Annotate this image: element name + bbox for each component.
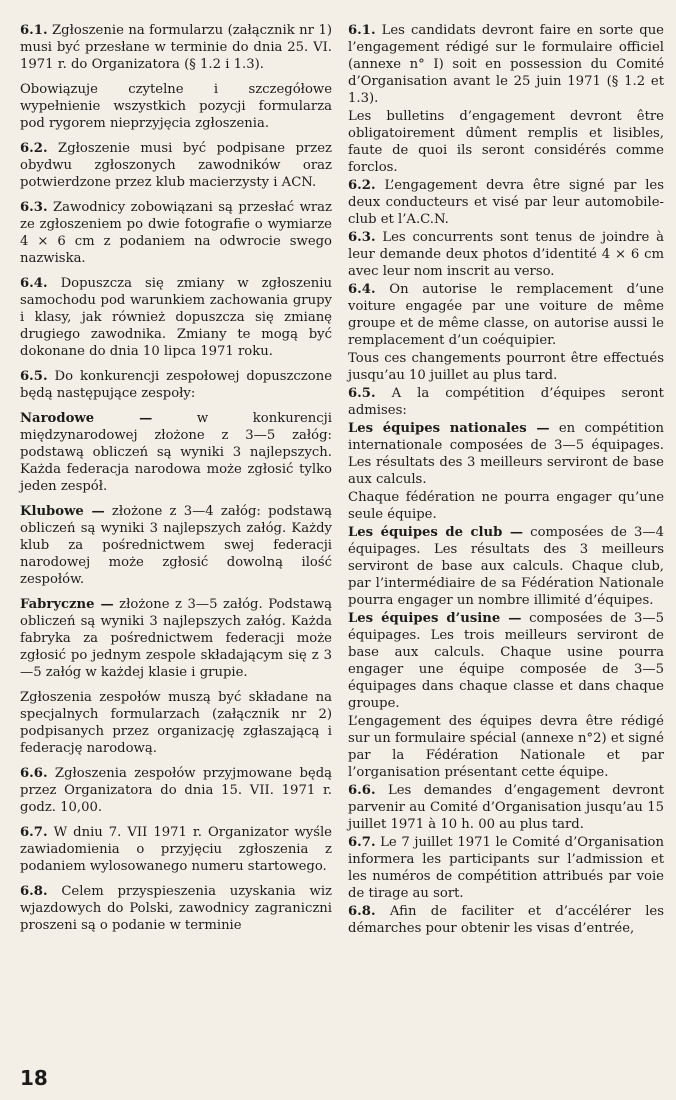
team-category-label: Les équipes d’usine — (348, 611, 522, 626)
polish-paragraph (20, 199, 332, 267)
french-column (348, 22, 664, 938)
french-paragraph (348, 108, 664, 176)
polish-paragraph (20, 883, 332, 934)
team-category-label: Les équipes nationales — (348, 421, 550, 436)
polish-column (20, 22, 332, 942)
polish-paragraph (20, 689, 332, 757)
paragraph-text: Afin de faciliter et d’accélérer les démarches pour obtenir les visas d’entrée, (348, 904, 664, 936)
polish-paragraph (20, 275, 332, 360)
paragraph-text: A la compétition d’équipes seront admises: (348, 386, 664, 418)
paragraph-text: Zgłoszenie na formularzu (załącznik nr 1) musi być przesłane w terminie do dnia 25. VI. 1971 r. do Organizatora (§ 1.2 i 1.3). (20, 23, 332, 72)
paragraph-text: composées de 3—4 équipages. Les résultats des 3 meilleurs serviront de base aux calculs. Chaque club, par l’intermédiaire de sa Fédération Nationale pourra engager un nombre illimité d’équipes. (348, 525, 664, 608)
paragraph-text: Les demandes d’engagement devront parvenir au Comité d’Organisation jusqu’au 15 juillet 1971 à 10 h. 00 au plus tard. (348, 783, 664, 832)
section-number: 6.8. (348, 904, 376, 919)
team-category-label: Klubowe — (20, 504, 105, 519)
paragraph-text: L’engagement des équipes devra être rédigé sur un formulaire spécial (annexe n°2) et signé par la Fédération Nationale et par l’organisation présentant cette équipe. (348, 714, 664, 780)
section-number: 6.6. (20, 766, 48, 781)
french-paragraph (348, 420, 664, 488)
french-paragraph (348, 524, 664, 609)
paragraph-text: L’engagement devra être signé par les deux conducteurs et visé par leur automobile-club et l’A.C.N. (348, 178, 664, 227)
polish-paragraph (20, 368, 332, 402)
polish-paragraph (20, 503, 332, 588)
paragraph-text: Zawodnicy zobowiązani są przesłać wraz ze zgłoszeniem po dwie fotografie o wymiarze 4 × 6 cm z podaniem na odwrocie swego nazwiska. (20, 200, 332, 266)
polish-paragraph (20, 22, 332, 73)
paragraph-text: Zgłoszenia zespołów muszą być składane na specjalnych formularzach (załącznik nr 2) podpisanych przez organizację zgłaszającą i federację narodową. (20, 690, 332, 756)
french-paragraph (348, 350, 664, 384)
section-number: 6.8. (20, 884, 48, 899)
french-paragraph (348, 229, 664, 280)
polish-paragraph (20, 596, 332, 681)
paragraph-text: On autorise le remplacement d’une voiture engagée par une voiture de même groupe et de même classe, on autorise aussi le remplacement d’un coéquipier. (348, 282, 664, 348)
paragraph-text: Dopuszcza się zmiany w zgłoszeniu samochodu pod warunkiem zachowania grupy i klasy, jak również dopuszcza się zmianę drugiego zawodnika. Zmiany te mogą być dokonane do dnia 10 lipca 1971 roku. (20, 276, 332, 359)
section-number: 6.2. (348, 178, 376, 193)
section-number: 6.4. (348, 282, 376, 297)
paragraph-text: złożone z 3—4 załóg: podstawą obliczeń są wyniki 3 najlepszych załóg. Każdy klub za pośrednictwem swej federacji narodowej może zgłosić dowolną ilość zespołów. (20, 504, 332, 587)
paragraph-text: Chaque fédération ne pourra engager qu’une seule équipe. (348, 490, 664, 522)
section-number: 6.6. (348, 783, 376, 798)
paragraph-text: Les bulletins d’engagement devront être obligatoirement dûment remplis et lisibles, faute de quoi ils seront considérés comme forclos. (348, 109, 664, 175)
paragraph-text: Obowiązuje czytelne i szczegółowe wypełnienie wszystkich pozycji formularza pod rygorem nieprzyjęcia zgłoszenia. (20, 82, 332, 131)
paragraph-text: Zgłoszenie musi być podpisane przez obydwu zgłoszonych zawodników oraz potwierdzone przez klub macierzysty i ACN. (20, 141, 332, 190)
french-paragraph (348, 903, 664, 937)
french-paragraph (348, 610, 664, 712)
polish-paragraph (20, 81, 332, 132)
french-paragraph (348, 22, 664, 107)
polish-paragraph (20, 410, 332, 495)
paragraph-text: Les concurrents sont tenus de joindre à leur demande deux photos d’identité 4 × 6 cm avec leur nom inscrit au verso. (348, 230, 664, 279)
polish-paragraph (20, 765, 332, 816)
paragraph-text: en compétition internationale composées de 3—5 équipages. Les résultats des 3 meilleurs serviront de base aux calculs. (348, 421, 664, 487)
polish-paragraph (20, 140, 332, 191)
paragraph-text: Le 7 juillet 1971 le Comité d’Organisation informera les participants sur l’admission et les numéros de compétition attribués par voie de tirage au sort. (348, 835, 664, 901)
paragraph-text: Celem przyspieszenia uzyskania wiz wjazdowych do Polski, zawodnicy zagraniczni proszeni są o podanie w terminie (20, 884, 332, 933)
team-category-label: Fabryczne — (20, 597, 114, 612)
french-paragraph (348, 489, 664, 523)
french-paragraph (348, 281, 664, 349)
section-number: 6.4. (20, 276, 48, 291)
section-number: 6.5. (20, 369, 48, 384)
french-paragraph (348, 713, 664, 781)
section-number: 6.1. (20, 23, 48, 38)
page-number: 18 (20, 1066, 48, 1090)
polish-paragraph (20, 824, 332, 875)
french-paragraph (348, 385, 664, 419)
paragraph-text: Zgłoszenia zespołów przyjmowane będą przez Organizatora do dnia 15. VII. 1971 r. godz. 10,00. (20, 766, 332, 815)
section-number: 6.1. (348, 23, 376, 38)
section-number: 6.3. (20, 200, 48, 215)
french-paragraph (348, 782, 664, 833)
paragraph-text: W dniu 7. VII 1971 r. Organizator wyśle zawiadomienia o przyjęciu zgłoszenia z podaniem wylosowanego numeru startowego. (20, 825, 332, 874)
paragraph-text: Les candidats devront faire en sorte que l’engagement rédigé sur le formulaire officiel (annexe n° I) soit en possession du Comité d’Organisation avant le 25 juin 1971 (§ 1.2 et 1.3). (348, 23, 664, 106)
section-number: 6.7. (20, 825, 48, 840)
team-category-label: Narodowe — (20, 411, 153, 426)
section-number: 6.2. (20, 141, 48, 156)
french-paragraph (348, 177, 664, 228)
section-number: 6.5. (348, 386, 376, 401)
paragraph-text: w konkurencji międzynarodowej złożone z 3—5 załóg: podstawą obliczeń są wyniki 3 najlepszych. Każda federacja narodowa może zgłosić tylko jeden zespół. (20, 411, 332, 494)
paragraph-text: Tous ces changements pourront être effectués jusqu’au 10 juillet au plus tard. (348, 351, 664, 383)
team-category-label: Les équipes de club — (348, 525, 524, 540)
french-paragraph (348, 834, 664, 902)
section-number: 6.7. (348, 835, 376, 850)
paragraph-text: composées de 3—5 équipages. Les trois meilleurs serviront de base aux calculs. Chaque usine pourra engager une équipe composée de 3—5 équipages dans chaque classe et dans chaque groupe. (348, 611, 664, 711)
paragraph-text: Do konkurencji zespołowej dopuszczone będą następujące zespoły: (20, 369, 332, 401)
paragraph-text: złożone z 3—5 załóg. Podstawą obliczeń są wyniki 3 najlepszych załóg. Każda fabryka za pośrednictwem federacji może zgłosić po jednym zespole składającym się z 3—5 załóg w każdej klasie i grupie. (20, 597, 333, 680)
section-number: 6.3. (348, 230, 376, 245)
